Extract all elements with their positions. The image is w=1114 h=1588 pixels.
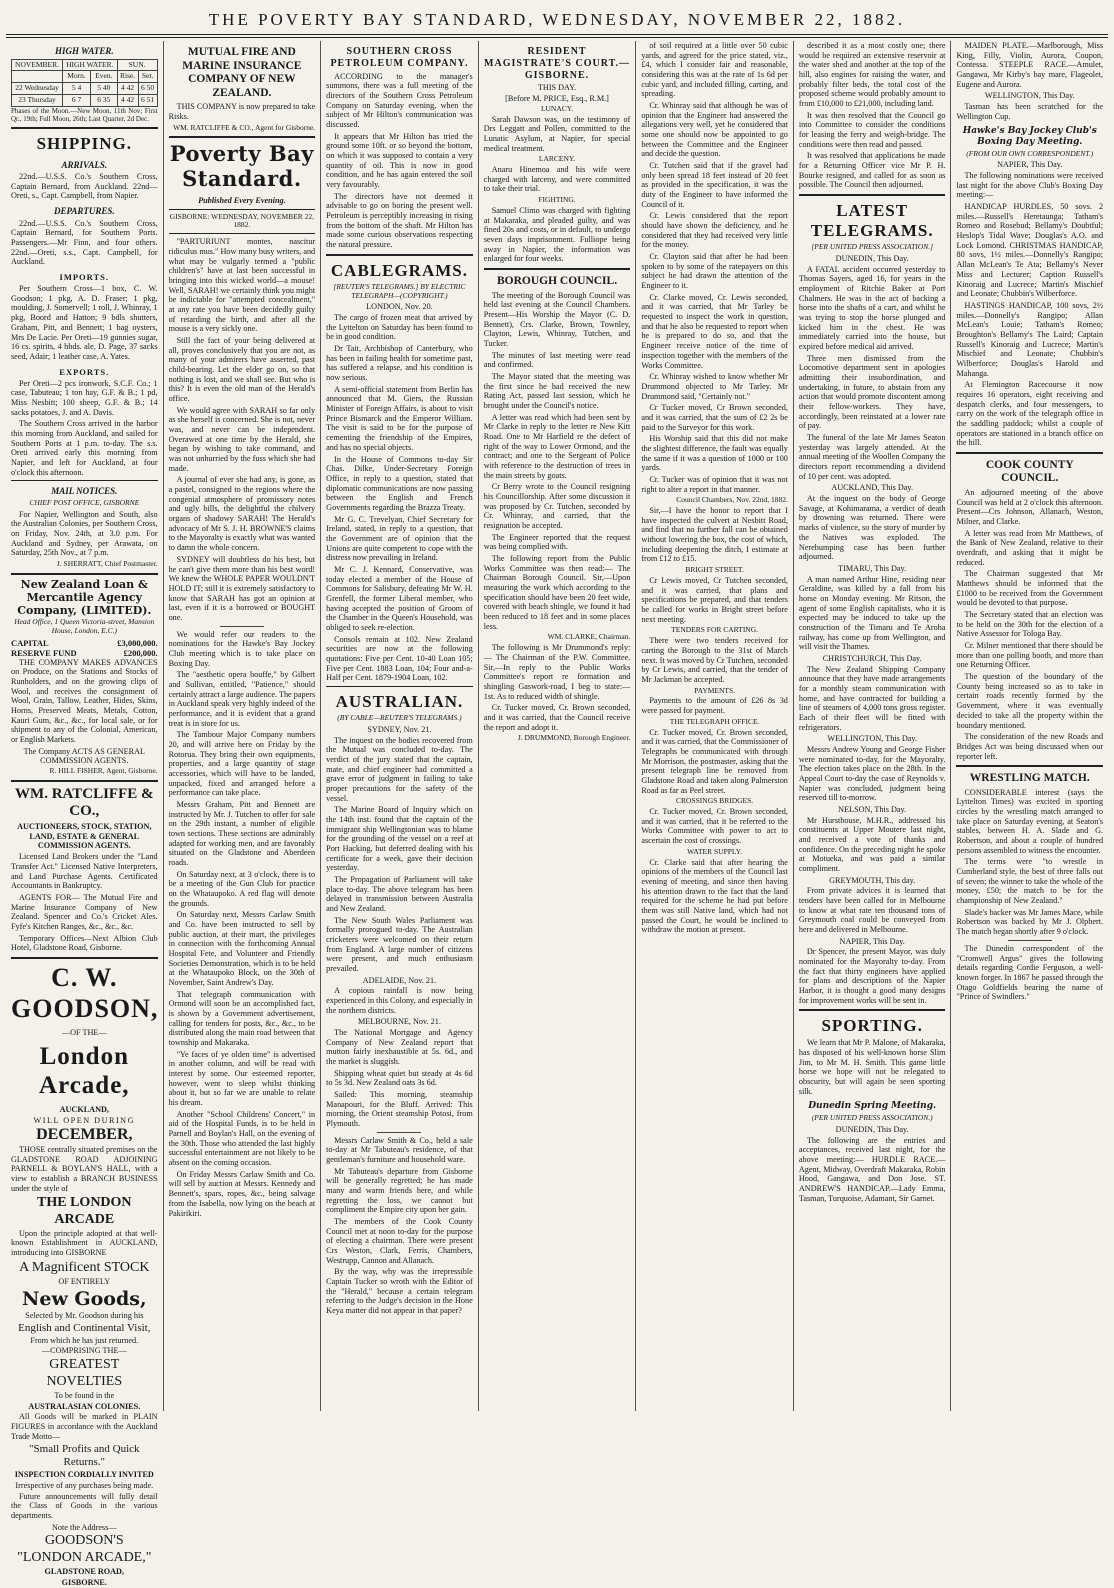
arcade-open: WILL OPEN DURING [33, 1115, 136, 1125]
council-para: His Worship said that this did not make the slightest difference, the fault was equally the same if it was a question of 1000 or 100 yards. [641, 434, 788, 473]
arcade-text: THOSE centrally situated premises on the GLADSTONE ROAD ADJOINING PARNELL & BOYLAN'S HALL, with a view to establish a BRANCH BUSINESS under the style of [11, 1145, 158, 1193]
council-para: Cr. Lewis considered that the report should have shown the deficiency, and he considered that they had received very little for the money. [641, 211, 788, 250]
tide-row [12, 95, 158, 107]
capital-value: £3,000,000. [117, 637, 158, 648]
fighting-text: Samuel Climo was charged with fighting at Makaraka, and pleaded guilty, and was fined 20s and costs, or in default, to undergo seven days imprisonment. Fulliope being away in Napier, the information was enlarged for four weeks. [483, 205, 631, 264]
timaru-text: A man named Arthur Hine, residing near Geraldine, was killed by a fall from his horse on Monday evening. Mr Ritson, the agent of some English capitalists, who it is expected may be induced to take up the construction of the Timaru and Te Aroha railway, has come up from Wellington, and will visit the Thames. [798, 574, 946, 652]
shipping-heading: SHIPPING. [36, 134, 132, 154]
wellington-dateline: WELLINGTON, This Day. [984, 91, 1075, 101]
borough-signature: WM. CLARKE, Chairman. [547, 632, 631, 642]
stock-line: AUSTRALASIAN COLONIES. [28, 1401, 141, 1411]
napier-dateline: NAPIER, This Day. [997, 160, 1063, 170]
ratcliffe-sub: AUCTIONEERS, STOCK, STATION, LAND, ESTATE & GENERAL COMMISSION AGENTS. [17, 822, 152, 851]
article-para: We would agree with SARAH so far only as she herself is concerned. She is not, never was, and never can be independent. Overawed at one time by the Herald, she began by wishing to take command, and was not unhurried by the fuss which she had made. [168, 405, 316, 473]
letter-dateline: Council Chambers, Nov. 22nd, 1882. [676, 495, 788, 505]
spring-meeting-sub: (PER UNITED PRESS ASSOCIATION.) [811, 1113, 933, 1123]
column-6 [794, 41, 952, 1411]
flemington-text: At Flemington Racecourse it now requires 16 operators, eight receiving and despatch clerks, and four messengers, to carry on the work of the telegraph office in the saddling paddock; whilst a couple of operators are stationed in a branch office on the hill. [956, 380, 1104, 448]
larceny-text: Anaru Hinemoa and his wife were charged with larceny, and were committed to take their trial. [483, 165, 631, 194]
local-para: By the way, why was the irrepressible Captain Tucker so wroth with the Editor of the "Herald," because a certain telegram referring to the Judge's decision in the Hone Keya matter did not appear in that paper? [326, 1267, 473, 1316]
borough-para: The Engineer reported that the request was being complied with. [483, 532, 631, 552]
nz-loan-agents: The Company ACTS AS GENERAL COMMISSION AGENTS. [23, 746, 146, 766]
nz-loan-text: THE COMPANY MAKES ADVANCES on Produce, on the Stations and Stocks of Runholders, and on the growing clips of Wool, and receives the consignment of Wool, Grain, Tallow, Leather, Hides, Skins, Horns, Preserved Meats, Metals, Cotton, Kauri Gum, &c., &c., for local sale, or for shipment to any of the Colonial, American, or English Markets. [11, 657, 158, 744]
stock-line: Note the Address— [51, 1522, 117, 1532]
mail-heading: MAIL NOTICES. [51, 486, 118, 497]
reserve-row [11, 648, 158, 658]
rule [11, 480, 158, 481]
dunedin-text: A FATAL accident occurred yesterday to Thomas Sayers, aged 16, for years in the employment of Ritchie Baker at Port Chalmers. He was in the act of backing a horse into the shafts of a cart, and whilst he was trying to stop the horse plunged and kicked him in the chest. He was immediately carried into the house, but expired before medical aid arrived. [798, 264, 946, 352]
tide-sub-cell: Even. [91, 71, 118, 83]
departures-heading: DEPARTURES. [53, 206, 115, 217]
stock-line: GLADSTONE ROAD, [44, 1567, 125, 1577]
tide-cell: 6 35 [91, 95, 118, 107]
mail-text: For Napier, Wellington and South, also the Australian Colonies, per Southern Cross, on Friday, Nov. 24th, at 3.0 p.m. For Auckland and Sydney, per Arawata, on Saturday, 25th Nov., at 7 p.m. [11, 509, 158, 558]
stock-line: Future announcements will fully detail the Class of Goods in the various departments. [11, 1491, 158, 1521]
column-3 [321, 41, 479, 1411]
stock-line: To be found in the [54, 1391, 115, 1401]
council-para: Cr. Clayton said that after he had been spoken to by some of the ratepayers on this subject he had drawn the attention of the Engineer to it. [641, 252, 788, 291]
cook-para: The consideration of the new Roads and Bridges Act was being discussed when our reporter left. [956, 732, 1104, 761]
adelaide-text: A copious rainfall is now being experienced in this Colony, and especially in the northern districts. [326, 986, 473, 1015]
entries-text: MAIDEN PLATE.—Marlborough, Miss King, Filly, Violin, Aurora, Coupon, Contessa. STEEPLE RACE.—Amulet, Gangawa, Mr Kirby's bay mare, Flageolet, Eugene and Aurora. [956, 41, 1104, 89]
borough-para: The following is Mr Drummond's reply:— The Chairman of the P.W. Committee. Sir,—In reply to the Public Works Committee's report re formation and shingling Gaswork-road, I beg to state:—1st. As to reduced width of shingle. [483, 643, 631, 701]
article-para: We would refer our readers to the nominations for the Hawke's Bay Jockey Club meeting which is to take place on Boxing Day. [168, 629, 316, 668]
tide-cell: 5 40 [91, 83, 118, 95]
cook-county-heading: COOK COUNTY COUNCIL. [985, 458, 1074, 485]
tide-cell: 22 Wednesday [12, 83, 63, 95]
greymouth-dateline: GREYMOUTH, This day. [829, 875, 916, 885]
aus-para: The New South Wales Parliament was formally prorogued to-day. The Australian cricketers were welcomed on their return from England. A large number of citizens were present, and much enthusiasm prevailed. [326, 915, 473, 973]
stock-line: "Small Profits and Quick Returns." [29, 1443, 140, 1469]
cook-para: An adjourned meeting of the above Council was held at 2 o'clock this afternoon. Present—Crs Johnson, Allanach, Weston, Milner, and Clarke. [956, 488, 1104, 527]
tide-cell: 5 4 [63, 83, 91, 95]
ratcliffe-title: WM. RATCLIFFE & CO., [15, 785, 154, 820]
tide-sub-cell [12, 71, 63, 83]
larceny-heading: LARCENY. [538, 154, 576, 164]
council-para: Cr. Tutchen said that if the gravel had only been spread 18 feet instead of 20 feet as provided in the specification, it was the duty of the Engineer to have informed the Council of it. [641, 161, 788, 209]
rule [326, 686, 473, 687]
goodson-of: —OF THE— [61, 1028, 107, 1038]
tide-table [11, 59, 158, 107]
nz-loan-office: Head Office, 1 Queen Victoria-street, Mansion House, London, E.C.) [14, 616, 155, 635]
auckland-dateline: AUCKLAND, This Day. [831, 483, 913, 493]
lunacy-text: Sarah Dawson was, on the testimony of Drs Leggatt and Pollen, committed to the Lunatic Asylum, at Napier, for special medical treatment. [483, 114, 631, 153]
mutual-title: MUTUAL FIRE AND MARINE INSURANCE COMPANY OF NEW ZEALAND. [182, 46, 302, 99]
crossings-text: Cr. Tucker moved, Cr. Brown seconded, and it was carried, that it be referred to the Works Committee with power to act to ascertain the cost of crossings. [641, 807, 788, 846]
tide-cell: 6 50 [138, 83, 157, 95]
nelson-text: Mr Hursthouse, M.H.R., addressed his constituents at Upper Moutere last night, and received a vote of thanks and confidence. On the preceding night he spoke at Motueka, and was paid a similar compliment. [798, 815, 946, 873]
council-para: Cr Tucker moved, Cr Brown seconded, and it was carried, that the sum of £2 2s be paid to the Surveyor for this work. [641, 403, 788, 432]
cook-para: The Secretary stated that an election was to be held on the 30th for the election of a Native Assessor for Tologa Bay. [956, 610, 1104, 639]
dunedin-text: The funeral of the late Mr James Seaton yesterday was largely attended. At the annual meeting of the Woollen Company the directors report recommending a dividend of 10 per cent. was adopted. [798, 433, 946, 481]
cable-para: A semi-official statement from Berlin has announced that M. Giers, the Russian Minister of Foreign Affairs, is about to visit Prince Bismarck and the Emperor William. The visit is said to be for the purpose of cementing the friendship of the Empires, and has no special objects. [326, 384, 473, 452]
timaru-dateline: TIMARU, This Day. [838, 563, 907, 573]
divider [220, 626, 264, 627]
divider [377, 1132, 421, 1133]
cable-para: Mr C. J. Kennard, Conservative, was today elected a member of the House of Commons for Salisbury, defeating Mr W. H. Grenfell, the former Liberal member, who having accepted the position of Groom of the Chamber in the Queen's Household, was obliged to seek re-election. [326, 564, 473, 632]
scp-para: ACCORDING to the manager's summons, there was a full meeting of the directors of the Southern Cross Petroleum Company on Saturday evening, when the subject of Mr Hilton's communication was discussed. [326, 71, 473, 129]
capital-label: CAPITAL [11, 637, 49, 648]
scp-para: The directors have not deemed it advisable to go on boring the present well. Petroleum is perceptibly increasing in rising from the bottom of the shaft. Mr Hilton has made some curious observations respecting the natural pressure. [326, 191, 473, 250]
latest-telegrams-sub: [PER UNITED PRESS ASSOCIATION.] [811, 242, 934, 252]
goodson-title: C. W. GOODSON, [11, 962, 159, 1023]
dunedin-dateline: DUNEDIN, This Day. [835, 254, 909, 264]
borough-para: The following report from the Public Works Committee was then read:— The Chairman Borough Council. Sir,—Upon measuring the work which according to the specification should have been 20 feet wide, covered with beach shingle, we found it had been reduced to 18 feet and in some places less. [483, 554, 631, 631]
fighting-heading: FIGHTING. [538, 195, 576, 205]
cable-para: Dr Tait, Archbishop of Canterbury, who has been in failing health for sometime past, has suffered a relapse, and his condition is now serious. [326, 344, 473, 383]
exports-text: Per Oreti—2 pcs ironwork, S.C.F. Co.; 1 case, Tabuteau; 1 ton hay, G.F. & B.; 1 pd, Miss Nesbitt; 100 sheep, G.F. & B.; 14 sacks potatoes, J. and A. Davis. [11, 378, 158, 417]
tide-sub-cell: Morn. [63, 71, 91, 83]
stock-line: GREATEST NOVELTIES [46, 1357, 123, 1389]
borough-para: The Mayor stated that the meeting was the first since he had received the new Rating Act, passed last session, which he brought under the Council's notice. [483, 371, 631, 410]
arrivals-text: 22nd.—U.S.S. Co.'s Southern Cross, Captain Bernard, from Auckland. 22nd—Oreti, s., Capt. Campbell, from Napier. [11, 172, 158, 201]
article-para: Still the fact of your being delivered at all, proves conclusively that you are not, as many of your admirers have asserted, past child-bearing. Let the elder go on, so that nothing is lost, and we shall see. But who is this? It is even the old man of the Herald's office. [168, 336, 316, 404]
cable-para: Mr G. C. Trevelyan, Chief Secretary for Ireland, stated, in reply to a question, that the Government are of opinion that the Unions are quite competent to cope with the distress now prevailing in Ireland. [326, 514, 473, 563]
council-para: It was resolved that applications be made for a Returning Officer vice Mr P. H. Bourke resigned, and called for as soon as possible. The Council then adjourned. [798, 151, 946, 190]
borough-para: Cr. Tucker moved, Cr. Brown seconded, and it was carried, that the Council receive the report and adopt it. [483, 703, 631, 732]
article-para: The "aesthetic opera bouffe," by Gilbert and Sullivan, entitled, "Patience," should certainly attract a large audience. The papers in Auckland speak very highly indeed of the performance, and it is evident that a grand treat is in store for us. [168, 670, 316, 728]
stock-line: Irrespective of any purchases being made. [15, 1481, 154, 1491]
tide-head-sun: SUN. [117, 59, 157, 71]
hawkes-bay-sub: (FROM OUR OWN CORRESPONDENT.) [966, 148, 1094, 158]
christchurch-text: The New Zealand Shipping Company announce that they have made arrangements for a monthly steam communication with home, and have contracted for building a line of steamers of 4,000 tons gross register. Each of their fleet will be fitted with refrigerators. [798, 664, 946, 732]
tenders-text: There were two tenders received for carting the Borough to the 31st of March next. It was moved by Cr Tutchen, seconded by Cr Lewis, and carried, that the tender of Mr Jackman be accepted. [641, 636, 788, 684]
telegraph-heading: THE TELEGRAPH OFFICE. [669, 716, 760, 726]
cook-para: The Chairman suggested that Mr Matthews should be informed that the £1000 to be received from the Government would be devoted to that purpose. [956, 569, 1104, 608]
shipping-note: The Southern Cross arrived in the harbor this morning from Auckland, and sailed for Southern Ports at 1 p.m. to-day. The s.s. Oreti arrived early this morning from Napier, and left for Auckland, at four o'clock this afternoon. [11, 419, 158, 477]
ratcliffe-offices: Temporary Offices—Next Albion Club Hotel, Gladstone Road, Gisborne. [11, 933, 158, 953]
article-para: "PARTURIUNT montes, nascitur ridiculus mus." How many busy writers, and what may be vulgarly termed a "public children's" have at last been successful in bringing into this wicked world—a mouse! Well, SARAH! we certainly think you might be indictable for "attempted concealment," at any rate you have been decidedly guilty of retarding the birth, and after all the mouse is a very sickly one. [168, 237, 316, 334]
cable-para: In the House of Commons to-day Sir Chas. Dilke, Under-Secretary Foreign Office, in reply to a question, stated that diplomatic communications are now passing between the English and French Governments regarding the Brazza Treaty. [326, 454, 473, 512]
borough-heading: BOROUGH COUNCIL. [496, 275, 618, 287]
column-7 [951, 41, 1108, 1411]
payments-text: Payments to the amount of £26 8s 3d were passed for payment. [641, 696, 788, 716]
crossings-heading: CROSSINGS BRIDGES. [676, 796, 754, 806]
tide-title: HIGH WATER. [54, 46, 114, 56]
stock-line: GOODSON'S [44, 1533, 124, 1549]
borough-para: The meeting of the Borough Council was held last evening at the Council Chambers. Present—His Worship the Mayor (C. D. Bennett), Crs. Clarke, Brown, Townley, Clayton, Lewis, Whinray, Tutchen, and Tucker. [483, 290, 631, 348]
tide-cell: 6 51 [138, 95, 157, 107]
stock-line: INSPECTION CORDIALLY INVITED [14, 1470, 154, 1480]
rule [799, 194, 946, 196]
rule [169, 136, 316, 138]
stock-line: From which he has just returned. [30, 1335, 139, 1345]
tide-cell: 6 7 [63, 95, 91, 107]
napier-text: Dr Spencer, the present Mayor, was duly nominated for the Mayoralty to-day. From the fact that thirty engineers have applied for plans and descriptions of the Napier Harbor, it is thought a good many designs for improvement works will be sent in. [798, 947, 946, 1005]
departures-text: 22nd.—U.S.S. Co.'s Southern Cross, Captain Bernard, for Southern Ports. Passengers.—Mr Finn, and four others. 22nd.—Oreti, s.s., Capt. Campbell, for Auckland. [11, 218, 158, 267]
article-para: On Friday Messrs Carlaw Smith and Co. will sell by auction at Messrs. Kennedy and Bennett's, spars, ropes, &c., being salvage from the Isabella, now lying on the beach at Pakirikiri. [168, 1169, 316, 1218]
tide-head-month: NOVEMBER. [12, 59, 63, 71]
council-para: Cr. Tucker was of opinion that it was not right to alter a report in that manner. [641, 474, 788, 494]
nelson-dateline: NELSON, This Day. [838, 804, 907, 814]
tide-head-water: HIGH WATER. [63, 59, 118, 71]
cable-para: The cargo of frozen meat that arrived by the Lyttelton on Saturday has been found to be in good condition. [326, 313, 473, 342]
christchurch-dateline: CHRISTCHURCH, This Day. [822, 653, 922, 663]
council-para: It was then resolved that the Council go into Committee to consider the conditions for leasing the ferry and weigh-bridge. The conditions were then read and passed. [798, 110, 946, 149]
council-para: Cr. Whinray wished to know whether Mr Drummond objected to Mr Tarley. Mr Drummond said, "Certainly not." [641, 372, 788, 401]
melb-para: The National Mortgage and Agency Company of New Zealand report that mutton fairly inexhaustible at 5s. 6d., and the market is sluggish. [326, 1028, 473, 1067]
stock-line: GISBORNE. [61, 1578, 107, 1588]
napier-dateline: NAPIER, This Day. [839, 936, 905, 946]
mutual-signature: WM. RATCLIFFE & CO., Agent for Gisborne. [173, 122, 316, 132]
hastings-text: HASTINGS HANDICAP, 100 sovs, 2½ miles.—Donnelly's Rangipo; Allan McLean's Louie; Tatham's Romeo; Broughton's Bellamy's The Laird; Captain Russell's Kinoraig and Lucrece; Martin's Mischief and Leonate; Chubbin's Wilberforce; Douglas's Harold and Mahanga. [956, 300, 1104, 378]
arcade-month: DECEMBER, [36, 1126, 133, 1144]
cable-para: Consols remain at 102. New Zealand securities are now at the following quotations: Five per Cent. 10-40 Loan 105; Five per Cent. 1883 Loan, 104; Four and-a-Half per Cent. 1879-1904 Loan, 102. [326, 634, 473, 683]
rule [799, 1009, 946, 1011]
wrestling-para: The Dunedin correspondent of the "Cromwell Argus" gives the following details regarding Cordie Ferguson, a well-known forger. In 1867 he passed through the Otago Goldfields bearing the name of "Prince of Swindlers." [956, 943, 1104, 1002]
exports-heading: EXPORTS. [59, 366, 110, 377]
cablegrams-sub: [REUTER'S TELEGRAMS.] BY ELECTRIC TELEGRAPH—(COPYRIGHT.) [333, 281, 466, 300]
stock-line: English and Continental Visit, [18, 1321, 151, 1334]
aus-para: The Propagation of Parliament will take place to-day. The above telegram has been delayed in transmission between Australia and New Zealand. [326, 874, 473, 913]
stock-line: All Goods will be marked in PLAIN FIGURES in accordance with the Auckland Trade Motto— [11, 1412, 158, 1441]
nz-loan-title: New Zealand Loan & Mercantile Agency Company, (LIMITED). [17, 577, 152, 617]
spring-text: The following are the entries and acceptances, received last night, for the above meeting:— HURDLE RACE.—Agent, Midway, Overdraft Makaraka, Robin Hood, Gangawa, and Don Jose. ST. ANDREW'S HANDICAP.—Lady Emma, Tasman, Turquoise, Adamant, Sir Garnet. [798, 1135, 946, 1203]
article-para: On Saturday next, Messrs Carlaw Smith and Co. have been instructed to sell by public auction, at their mart, the privileges in connection with the forthcoming Annual Hospital Fete, and Volunteer and Friendly Societies Demonstration, which is to be held at the Whataupoko Block, on the 30th of November, Saint Andrew's Day. [168, 910, 316, 988]
stock-line: Selected by Mr. Goodson during his [25, 1311, 144, 1321]
rm-court-title: RESIDENT MAGISTRATE'S COURT.—GISBORNE. [484, 46, 630, 81]
tide-cell: 4 42 [117, 95, 138, 107]
article-para: Messrs Graham, Pitt and Bennett are instructed by Mr. J. Tutchen to offer for sale on the 29th instant, a number of eligible town sections. These sections are admirably adapted for working men, and are favorably situated on the Gladstone and Aberdeen roads. [168, 799, 316, 867]
council-para: Cr. Clarke moved, Cr. Lewis seconded, and it was carried, that Mr Tarley be requested to inspect the work in question, and that he also be requested to report when he is prepared to do so, and that the Engineer receive notice of the time of inspection together with the members of the Works Committee. [641, 292, 788, 370]
rule [11, 780, 158, 782]
article-para: Another "School Childrens' Concert," in aid of the Hospital Funds, is to be held in Parnell and Boylan's Hall, on the evening of the 30th. Those who attended the last highly successful entertainment are not likely to be absent on the coming occasion. [168, 1109, 316, 1168]
tide-cell: 4 42 [117, 83, 138, 95]
wrestling-para: The terms were "to wrestle in Cumberland style, the best of three falls out of seven; the winner to take the whole of the money, £50; the match to be for the championship of New Zealand." [956, 857, 1104, 906]
adelaide-dateline: ADELAIDE, Nov. 21. [362, 975, 437, 985]
mutual-text: THIS COMPANY is now prepared to take Risks. [168, 102, 316, 121]
water-heading: WATER SUPPLY. [687, 846, 743, 856]
australian-heading: AUSTRALIAN. [335, 691, 464, 711]
borough-para: A letter was read which had been sent by Mr Clarke in reply to the letter re New Kitt Road. One to Mr Harfield re the defect of right of the way to Lower Ormond, and the contract; and one to the Sergeant of Police with reference to the destruction of trees in the main streets by goats. [483, 412, 631, 480]
rule [11, 957, 158, 959]
tide-sub-row [12, 71, 158, 83]
dunedin-text: Three men dismissed from the Locomotive department sent in apologies admitting their insubordination, and undertaking, in future, to abstain from any action that would promote discontent among their fellow-workers. They have, accordingly, been reinstated at a lower rate of pay. [798, 353, 946, 431]
stock-line: A Magnificent STOCK [19, 1259, 150, 1275]
sporting-heading: SPORTING. [821, 1016, 923, 1036]
rule [11, 573, 158, 575]
wellington-dateline: WELLINGTON, This Day. [827, 734, 918, 744]
rm-before: [Before M. PRICE, Esq., R.M.] [505, 94, 609, 104]
arcade-city: AUCKLAND, [59, 1104, 109, 1114]
moon-phases: Phases of the Moon.—New Moon, 11th Nov; First Qr., 19th; Full Moon, 26th; Last Quarter, 2d Dec. [11, 106, 158, 124]
masthead-rule [6, 37, 1108, 38]
article-para: On Saturday next, at 3 o'clock, there is to be a meeting of the Gun Club for practice on the Whataupoko. A red flag will denote the grounds. [168, 869, 316, 908]
reserve-value: £200,000. [123, 647, 158, 658]
rule [956, 765, 1103, 767]
wrestling-heading: WRESTLING MATCH. [969, 772, 1090, 785]
council-para: Cr. Whinray said that although he was of opinion that the Engineer had answered the allegations very well, yet he considered that some one should now be appointed to go between the Committee and the Engineer and decide the question. [641, 101, 788, 159]
local-para: Mr Tabuteau's departure from Gisborne will be generally regretted; he has made many and warm friends here, and while regretting the loss, we cannot but compliment the Empire city upon her gain. [326, 1166, 473, 1215]
local-para: The members of the Cook County Council met at noon to-day for the purpose of electing a chairman. There were present Crs Weston, Clark, Ferris, Chambers, Westrupp, Cannon and Allanach. [326, 1217, 473, 1265]
columns [6, 41, 1108, 1588]
imports-heading: IMPORTS. [59, 272, 110, 283]
borough-para: Cr Berry wrote to the Council resigning his Councillorship. After some discussion it was proposed by Cr. Tutchen, seconded by Cr. Whinray, and carried, that the resignation be accepted. [483, 482, 631, 531]
sydney-dateline: SYDNEY, Nov. 21. [367, 724, 432, 734]
stock-line: OF ENTIRELY [58, 1277, 111, 1287]
spring-dateline: DUNEDIN, This Day. [835, 1124, 909, 1134]
arcade-name: THE LONDON ARCADE [37, 1195, 132, 1227]
auckland-text: At the inquest on the body of George Savage, at Kohimarama, a verdict of death by drowning was returned. There were marks of violence, so the story of murder by the Natives was exploded. The Nerebumping case has been further adjourned. [798, 494, 946, 562]
spring-meeting-heading: Dunedin Spring Meeting. [808, 1101, 937, 1112]
rule [169, 233, 316, 234]
mail-signature: J. SHERRATT, Chief Postmaster. [56, 559, 158, 569]
tide-sub-cell: Rise. [117, 71, 138, 83]
aus-para: The inquest on the bodies recovered from the Mutual was concluded to-day. The verdict of the jury stated that the captain, mate, and chief engineer had committed a grave error of judgment in failing to take proper precautions for the safety of the vessel. [326, 735, 473, 803]
cook-para: The question of the boundary of the County being increased so as to take in certain roads recently formed by the Government, where it was eventually decided to take all the property within the boundary mentioned. [956, 672, 1104, 730]
tide-head-row [12, 59, 158, 71]
local-para: Messrs Carlaw Smith & Co., held a sale to-day at Mr Tabuteau's residence, of that gentleman's furniture and household ware. [326, 1135, 473, 1165]
rm-day: THIS DAY. [537, 83, 577, 93]
arcade-text-2: Upon the principle adopted at that well-known Establishment in AUCKLAND, introducing into GISBORNE [11, 1228, 158, 1257]
latest-telegrams-heading: LATEST TELEGRAMS. [810, 201, 934, 241]
letter-text: Sir,—I have the honor to report that I have inspected the culvert at Nesbitt Road, and find that no further fall can be obtained without lowering the box, the cost of which, including deepening the ditch, I estimate at from £12 to £15. [641, 506, 788, 564]
cook-para: Cr. Milner mentioned that there should be more than one polling booth, and more than one Returning Officer. [956, 641, 1104, 670]
telegraph-text: Cr. Tucker moved, Cr. Brown seconded, and it was carried, that the Commissioner of Telegraphs be communicated with through Mr Morrison, the postmaster, asking that the present telegraph line be removed from Gladstone Road and taken along Palmerston Road as far as Peel street. [641, 727, 788, 795]
lunacy-heading: LUNACY. [540, 103, 574, 113]
column-5 [636, 41, 794, 1411]
tide-row [12, 83, 158, 95]
article-para: The Tambour Major Company numbers 20, and will arrive here on Friday by the Rotorua. They bring their own equipments, properties, and a large quantity of stage accessories, which will have to be landed, unpacked, fixed and arranged before a performance can take place. [168, 730, 316, 798]
ratcliffe-agents: AGENTS FOR— The Mutual Fire and Marine Insurance Company of New Zealand. Spencer and Co.'s Cricket Ales. Fyfe's Kitchen Ranges, &c., &c., &c. [11, 892, 158, 931]
rule [484, 268, 631, 270]
stock-line: "LONDON ARCADE," [17, 1549, 152, 1565]
paper-subtitle: Published Every Evening. [198, 195, 286, 205]
masthead: THE POVERTY BAY STANDARD, WEDNESDAY, NOVEMBER 22, 1882. [6, 8, 1108, 35]
article-para: That telegraph communication with Ormond will soon be an accomplished fact, is shown by a Government advertisement, calling for tenders for posts, &c., &c., to be distributed along the main road between that township and Makaraka. [168, 989, 316, 1048]
melbourne-dateline: MELBOURNE, Nov. 21. [357, 1017, 441, 1027]
article-para: SYDNEY will doubtless do his best, but he can't give them more than his best word! We knew the WHOLE PAPER WOULDN'T HOLD IT; still it is extremely satisfactory to know that SARAH has got an opinion at last, even if it is a borrowed or BOUGHT one. [168, 554, 316, 622]
wrestling-para: CONSIDERABLE interest (says the Lyttelton Times) was excited in sporting circles by the wrestling match arranged to take place on Saturday evening, at Seaton's stables, between H. A. Slade and G. Robertson, and about a couple of hundred persons assembled to witness the encounter. [956, 787, 1104, 855]
greymouth-text: From private advices it is learned that tenders have been called for in Melbourne to know at what rate ten thousand tons of Greymouth coal could be conveyed from here and delivered in Melbourne. [798, 886, 946, 935]
column-4 [479, 41, 637, 1411]
tide-sub-cell: Set. [138, 71, 157, 83]
handicap-text: HANDICAP HURDLES, 50 sovs. 2 miles.—Russell's Heretaunga; Tatham's Romeo and Rosebud; Bellamy's Doubtful; Heslop's Tidal Wave; Douglas's A.O. and Lock Lomond. CHRISTMAS HANDICAP, 80 sovs, 1½ miles.—Donnelly's Rangipo; Allan McLean's Te Ata; Bellamy's Never Miss and Lecturer; Caption Russell's Kinoraig and Lucrece; Martin's Mischief and Leonate; Chubbin's Wilberforce. [956, 202, 1104, 299]
tide-cell: 23 Thursday [12, 95, 63, 107]
sporting-text: We learn that Mr P. Malone, of Makaraka, has disposed of his well-known horse Slim Jim, to Mr M. H. Smith. This game little horse we hope will not be relegated to obscurity, but will again be seen sporting silk. [798, 1038, 946, 1096]
borough-para: The minutes of last meeting were read and confirmed. [483, 350, 631, 370]
article-para: A journal of ever she had any, is gone, as a pastel, consigned to the regions where the congenial atmosphere of promissory notes and ugly bills, the delightful the chilvery organs of shadowy SARAH! The Herald's advocacy of Mr S. J. H. BROWNE'S claims to the Mayoralty is exactly what was wanted to damn the whole concern. [168, 475, 316, 553]
water-text: Cr. Clarke said that after hearing the opinions of the members of the Council last evening of meeting, and since then having his attention drawn to the fact that the land required for the scheme he had put before them was still Native land, which had not passed the Court, he would be inclined to withdraw the motion at present. [641, 857, 788, 935]
council-para: described it as a most costly one; there would be required an extensive reservoir at the water shed and another at the top of the hill, also engines for raising the water, and probably filter beds, the total cost of the proposed scheme would probably amount to from £10,000 to £21,000, including land. [798, 41, 946, 109]
london-dateline: LONDON, Nov. 20. [366, 302, 433, 312]
melb-para: Sailed: This morning, steamship Manapouri, for the Bluff. Arrived: This morning, the Orient steamship Potosi, from Plymouth. [326, 1090, 473, 1129]
paper-date: GISBORNE: WEDNESDAY, NOVEMBER 22, 1882. [169, 211, 314, 230]
rule [326, 254, 473, 256]
bright-street-text: Cr Lewis moved, Cr Tutchen seconded, and it was carried, that plans and specifications be prepared, and that tenders be called for works in Bright street before next meeting. [641, 575, 788, 624]
scp-title: SOUTHERN CROSS PETROLEUM COMPANY. [330, 46, 469, 69]
capital-row [11, 638, 158, 648]
stock-line: New Goods, [21, 1287, 147, 1310]
bright-street-heading: BRIGHT STREET. [685, 565, 744, 575]
melb-para: Shipping wheat quiet but steady at 4s 6d to 5s 3d. New Zealand oats 3s 6d. [326, 1068, 473, 1088]
ratcliffe-text: Licensed Land Brokers under the "Land Transfer Act." Licensed Native Interpreters, and Land Purchase Agents. Certificated Accountants in Bankruptcy. [11, 852, 158, 891]
arrivals-heading: ARRIVALS. [61, 159, 108, 170]
stock-line: —COMPRISING THE— [41, 1346, 127, 1356]
hawkes-text: The following nominations were received last night for the above Club's Boxing Day meeting:— [956, 171, 1104, 200]
scp-para: It appears that Mr Hilton has tried the ground some 10ft. or so beyond the bottom, on which it was supposed to contain a very quantity of oil. This is now in good condition, and he has again entered the soil very favourably. [326, 131, 473, 189]
rule [169, 209, 316, 210]
wrestling-para: Slade's backer was Mr James Mace, while Robertson was backed by Mr J. Olphert. The match began shortly after 9 o'clock. [956, 907, 1104, 937]
australian-sub: (BY CABLE—REUTER'S TELEGRAMS.) [337, 713, 462, 722]
column-2 [164, 41, 322, 1411]
wellington-text: Messrs Andrew Young and George Fisher were nominated to-day, for the Mayoralty. The election takes place on the 28th. In the Appeal Court to-day the case of Reynolds v. Napier was concluded, judgment being reserved till to-morrow. [798, 744, 946, 803]
mail-office: CHIEF POST OFFICE, GISBORNE [29, 497, 140, 507]
column-1 [6, 41, 164, 1588]
divider [1008, 940, 1052, 941]
engineer-signature: J. DRUMMOND, Borough Engineer. [517, 733, 631, 743]
hawkes-bay-heading: Hawke's Bay Jockey Club's Boxing Day Meeting. [962, 126, 1097, 147]
payments-heading: PAYMENTS. [694, 685, 736, 695]
cook-para: A letter was read from Mr Matthews, of the Bank of New Zealand, relative to their overdraft, and asking that it might be reduced. [956, 528, 1104, 567]
rule [956, 452, 1103, 454]
article-para: "Ye faces of ye olden time" is advertised in another column, and will be read with interest by some. Our esteemed reporter, however, went to sleep whilst thinking about it, but so far we are unable to relate his dream. [168, 1049, 316, 1108]
rule [11, 127, 158, 129]
nz-loan-signature: R. HILL FISHER, Agent, Gisborne. [49, 765, 158, 775]
aus-para: The Marine Board of Inquiry which on the 14th inst. found that the captain of the immigrant ship Wellingtonian was to blame for the grounding of the vessel on a reef at Port Hacking, but deferred dealing with his certificate for a week, gave their decision yesterday. [326, 805, 473, 873]
arcade-title: London Arcade, [39, 1042, 130, 1100]
imports-text: Per Southern Cross—1 box, C. W. Goodson; 1 pkg, A. D. Fraser; 1 pkg, moulding, J. Somervell; 1 roll, J. Whinray, 1 pkg, Boord and Hatton; 9 bdls shutters, Graham, Pitt, and Bennett; 1 bag oysters, Mrs De Lacie. Per Oreti—19 gunnies sugar, 16 cs. spirits, 4 hhds. ale, D. Page, 37 sacks seed, Adair; 1 leather case, A. Yates. [11, 284, 158, 361]
tenders-heading: TENDERS FOR CARTING. [671, 625, 759, 635]
wellington-text: Tasman has been scratched for the Wellington Cup. [956, 102, 1104, 121]
cablegrams-heading: CABLEGRAMS. [330, 260, 468, 280]
council-para: of soil required at a little over 50 cubic yards, and agreed for the price stated, viz., £4, which I consider fair and reasonable, considering this was at the rate of 1s 6d per cubic yard, and included filling, carting, and spreading. [641, 41, 788, 99]
paper-title: Poverty Bay Standard. [169, 141, 314, 192]
reserve-label: RESERVE FUND [11, 647, 77, 658]
